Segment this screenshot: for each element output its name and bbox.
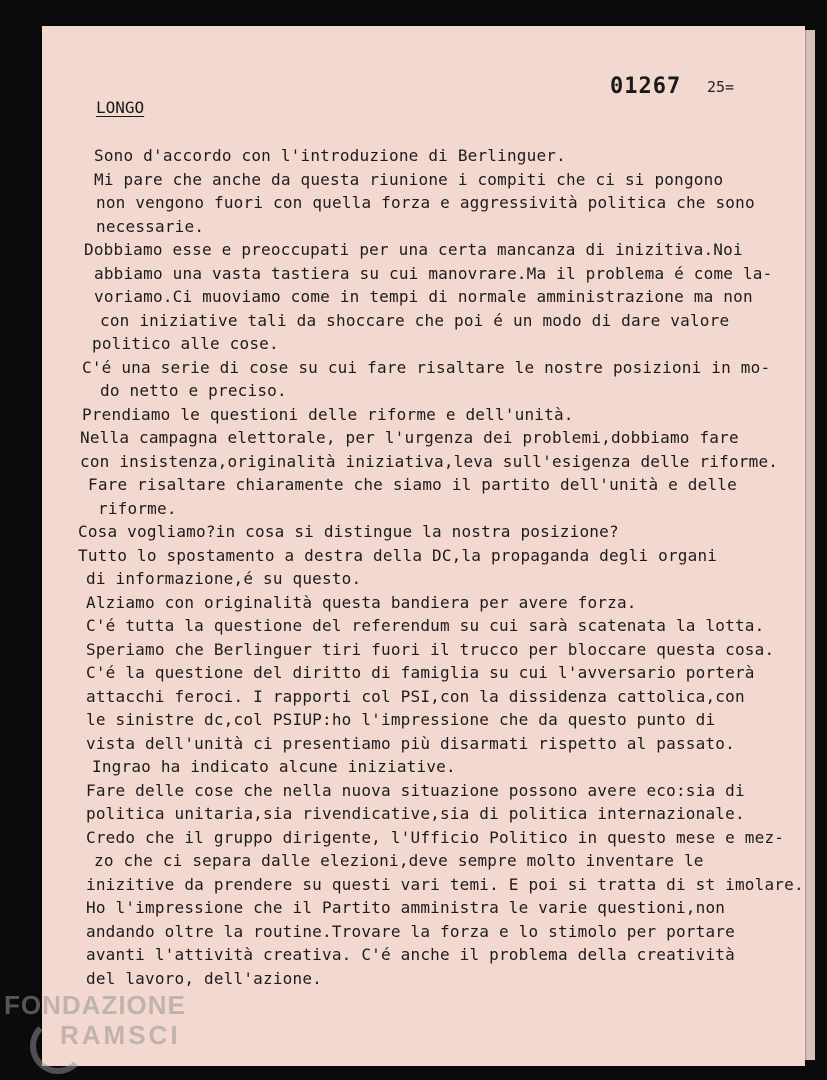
paper-edge	[805, 30, 815, 1060]
speaker-heading: LONGO	[96, 98, 145, 117]
text-line: Credo che il gruppo dirigente, l'Ufficio Politico in questo mese e mez-	[86, 827, 785, 847]
document-number: 01267	[610, 74, 682, 99]
text-line: abbiamo una vasta tastiera su cui manovrare.Ma il problema é come la-	[94, 263, 773, 283]
text-line: Tutto lo spostamento a destra della DC,la propaganda degli organi	[78, 545, 718, 565]
watermark-line-1: FONDAZIONE	[4, 990, 186, 1020]
text-line: andando oltre la routine.Trovare la forza e lo stimolo per portare	[86, 921, 735, 941]
text-line: avanti l'attività creativa. C'é anche il problema della creatività	[86, 945, 735, 964]
text-line: Ho l'impressione che il Partito amministra le varie questioni,non	[86, 898, 726, 917]
page-number: 25=	[707, 78, 735, 96]
text-line: le sinistre dc,col PSIUP:ho l'impressione che da questo punto di	[86, 710, 716, 729]
text-line: Nella campagna elettorale, per l'urgenza dei problemi,dobbiamo fare	[80, 428, 739, 447]
text-line: C'é la questione del diritto di famiglia su cui l'avversario porterà	[86, 663, 755, 682]
text-line: do netto e preciso.	[100, 381, 287, 400]
watermark-line-2: RAMSCI	[60, 1020, 181, 1050]
text-line: Sono d'accordo con l'introduzione di Berlinguer.	[94, 146, 566, 165]
text-line: Prendiamo le questioni delle riforme e dell'unità.	[82, 404, 574, 424]
text-line: Speriamo che Berlinguer tiri fuori il trucco per bloccare questa cosa.	[86, 639, 775, 659]
text-line: necessarie.	[96, 216, 205, 236]
text-line: Dobbiamo esse e preoccupati per una certa mancanza di inizitiva.Noi	[84, 240, 743, 259]
text-line: con iniziative tali da shoccare che poi é un modo di dare valore	[100, 310, 730, 330]
text-line: zo che ci separa dalle elezioni,deve sempre molto inventare le	[94, 851, 704, 870]
text-line: con insistenza,originalità iniziativa,leva sull'esigenza delle riforme.	[80, 451, 779, 471]
text-line: Mi pare che anche da questa riunione i compiti che ci si pongono	[94, 169, 724, 189]
text-line: C'é tutta la questione del referendum su cui sarà scatenata la lotta.	[86, 616, 765, 635]
text-line: voriamo.Ci muoviamo come in tempi di normale amministrazione ma non	[94, 287, 753, 306]
text-line: riforme.	[98, 498, 177, 518]
text-line: C'é una serie di cose su cui fare risaltare le nostre posizioni in mo-	[82, 357, 771, 377]
watermark	[4, 990, 186, 1050]
text-line: vista dell'unità ci presentiamo più disarmati rispetto al passato.	[86, 733, 735, 753]
text-line: Ingrao ha indicato alcune iniziative.	[92, 757, 456, 776]
text-line: Cosa vogliamo?in cosa si distingue la nostra posizione?	[78, 522, 619, 541]
text-line: politica unitaria,sia rivendicative,sia di politica internazionale.	[86, 804, 745, 823]
text-line: inizitive da prendere su questi vari temi. E poi si tratta di st imolare.	[86, 874, 804, 894]
text-line: politico alle cose.	[92, 334, 279, 353]
text-line: del lavoro, dell'azione.	[86, 968, 322, 988]
text-line: di informazione,é su questo.	[86, 569, 362, 588]
text-line: Fare risaltare chiaramente che siamo il partito dell'unità e delle	[88, 475, 737, 494]
text-line: attacchi feroci. I rapporti col PSI,con la dissidenza cattolica,con	[86, 686, 745, 706]
text-line: Fare delle cose che nella nuova situazione possono avere eco:sia di	[86, 780, 745, 800]
text-line: non vengono fuori con quella forza e aggressività politica che sono	[96, 193, 755, 212]
text-line: Alziamo con originalità questa bandiera per avere forza.	[86, 592, 637, 612]
